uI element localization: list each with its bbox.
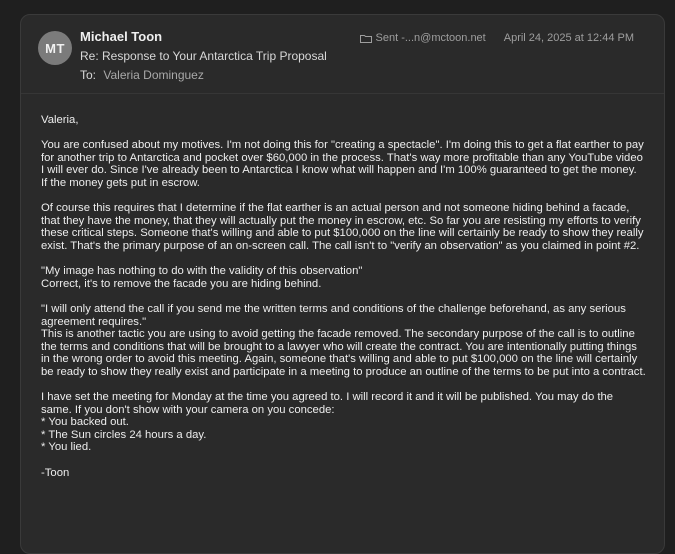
recipient-name[interactable]: Valeria Dominguez: [103, 68, 204, 82]
body-paragraph: You are confused about my motives. I'm not doing this for "creating a spectacle". I'm doing this to get a flat earther to pay for another trip to Antarctica and pocket over $60,000 in the process. That's way more profitable than any YouTube video I will ever do. Since I've already been to Antarctica I know what will happen and I'm 100% guaranteed to get the money. If the money gets put in escrow.: [41, 139, 644, 189]
list-item: * You lied.: [41, 441, 92, 454]
quoted-text: "My image has nothing to do with the validity of this observation": [41, 265, 363, 278]
reply-text: This is another tactic you are using to avoid getting the facade removed. The secondary purpose of the call is to outline the terms and conditions that will be brought to a lawyer who will create the contract. You are intentionally putting things in the wrong order to avoid this meeting. Again, someone that's willing and able to put $100,000 on the line will certainly be ready to show they really exist and participate in a meeting to produce an outline of the terms to be put into a contract.: [41, 328, 646, 378]
avatar[interactable]: MT: [38, 31, 72, 65]
greeting: Valeria,: [41, 114, 79, 126]
reply-text: Correct, it's to remove the facade you are hiding behind.: [41, 277, 322, 290]
mailbox-label[interactable]: Sent -...n@mctoon.net: [375, 32, 486, 44]
subject-line: Re: Response to Your Antarctica Trip Proposal: [80, 49, 327, 63]
sender-name[interactable]: Michael Toon: [80, 29, 163, 44]
message-header: [21, 15, 664, 90]
list-item: * The Sun circles 24 hours a day.: [41, 428, 207, 441]
quoted-reply-block: [41, 265, 646, 290]
quoted-reply-block: [41, 303, 646, 379]
quoted-text: "I will only attend the call if you send me the written terms and conditions of the challenge beforehand, as any serious agreement requires.": [41, 302, 626, 328]
message-date: April 24, 2025 at 12:44 PM: [503, 32, 634, 44]
message-meta: [360, 32, 634, 44]
body-text: I have set the meeting for Monday at the time you agreed to. I will record it and it will be published. You may do the same. If you don't show with your camera on you concede:: [41, 391, 614, 416]
message-body: [41, 114, 646, 492]
to-label: To:: [80, 68, 97, 82]
header-divider: [21, 93, 664, 94]
body-paragraph: Of course this requires that I determine if the flat earther is an actual person and not someone hiding behind a facade, that they have the money, that they will actually put the money in escrow, etc. So far you are resisting my efforts to verify these critical steps. Someone that's willing and able to put $100,000 on the line will certainly be ready to show they really exist. That's the primary purpose of an on-screen call. The call isn't to "verify an observation" as you claimed in point #2.: [41, 202, 644, 252]
list-item: * You backed out.: [41, 416, 129, 429]
recipient-row: [80, 68, 204, 82]
folder-icon: [360, 34, 372, 43]
closing-paragraph: [41, 391, 646, 454]
signature: -Toon: [41, 466, 70, 479]
message-window: [20, 14, 665, 554]
